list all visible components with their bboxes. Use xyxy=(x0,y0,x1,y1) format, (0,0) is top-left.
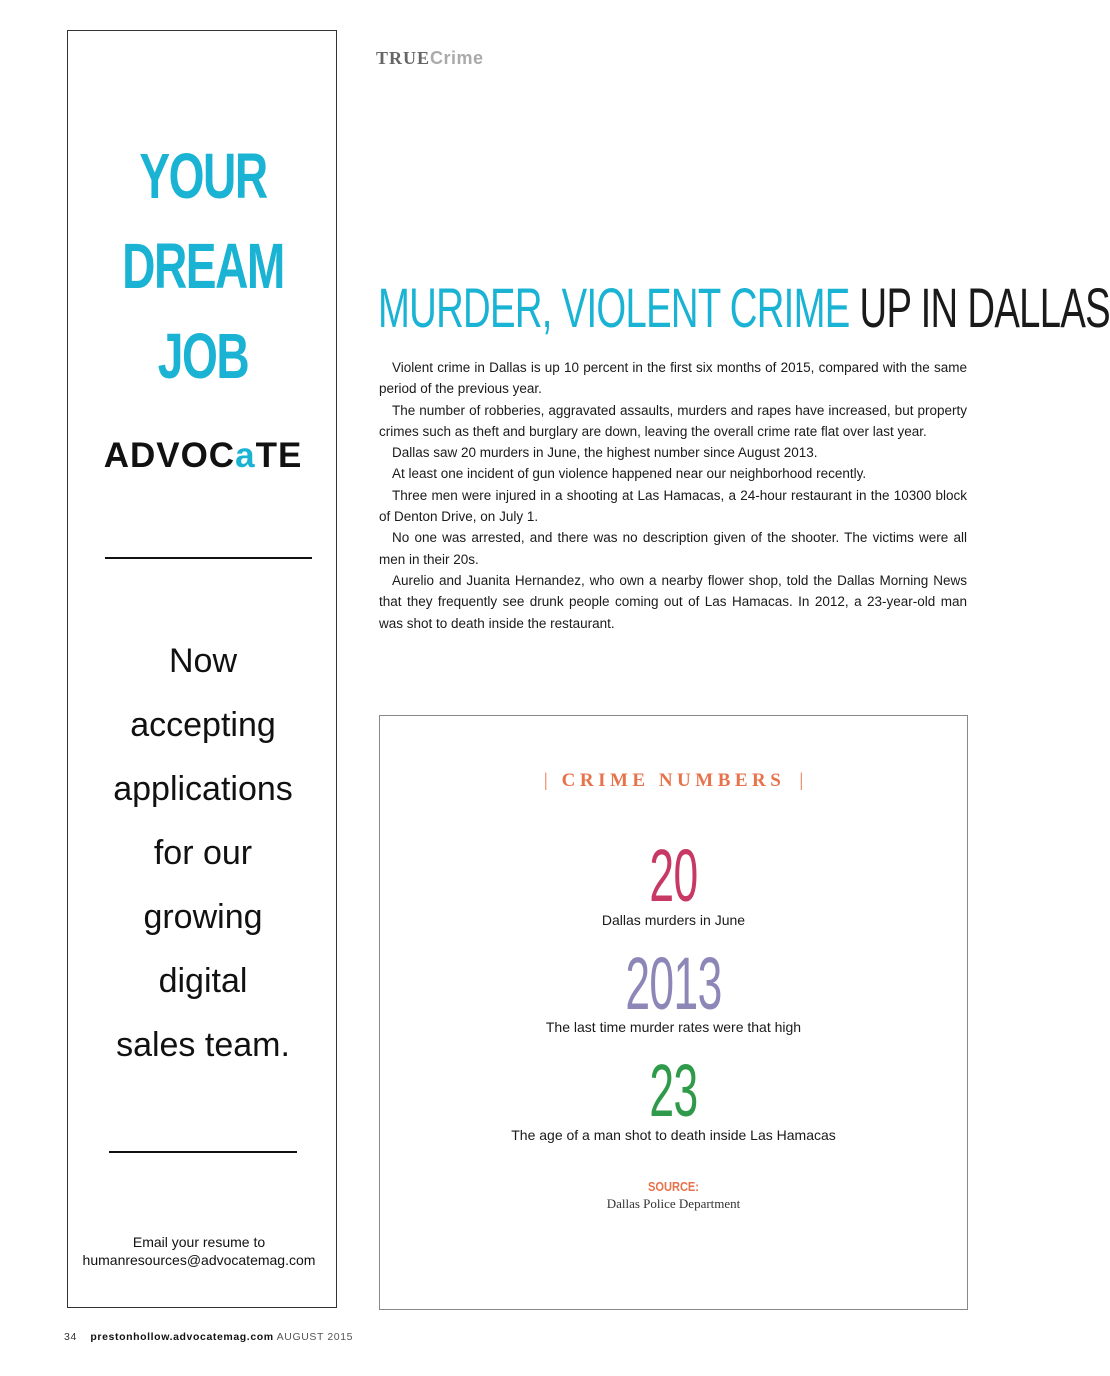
article-paragraph: Three men were injured in a shooting at Las Hamacas, a 24-hour restaurant in the 10300 block of Denton Drive, on July 1. xyxy=(379,487,967,525)
crime-numbers-box xyxy=(379,715,968,1310)
section-label-crime: Crime xyxy=(430,48,484,68)
source-value: Dallas Police Department xyxy=(606,1196,741,1211)
ad-body-line: sales team. xyxy=(116,1026,290,1064)
page-number: 34 xyxy=(64,1331,77,1343)
article-body xyxy=(379,357,967,634)
ad-email-block xyxy=(68,1233,330,1269)
ad-divider-top xyxy=(105,557,312,559)
ad-body-line: digital xyxy=(158,962,248,1000)
ad-body-line: Now xyxy=(168,642,238,680)
headline-rest: UP IN DALLAS xyxy=(859,276,1110,339)
crime-numbers-title xyxy=(380,770,967,792)
ad-body xyxy=(68,629,338,1077)
ad-headline-line: DREAM xyxy=(122,230,284,302)
ad-email-address[interactable]: humanresources@advocatemag.com xyxy=(82,1252,316,1268)
ad-body-line: for our xyxy=(153,834,253,872)
section-label xyxy=(376,48,484,69)
title-bar-left: | xyxy=(543,770,548,791)
stat-value: 20 xyxy=(649,834,698,917)
stat-caption: Dallas murders in June xyxy=(601,912,746,928)
section-label-true: TRUE xyxy=(376,48,431,68)
logo-suffix: TE xyxy=(255,436,303,475)
article-paragraph: Violent crime in Dallas is up 10 percent in the first six months of 2015, compared with the same period of the previous year. xyxy=(379,360,967,397)
ad-body-line: accepting xyxy=(130,706,276,744)
ad-headline-line: YOUR xyxy=(139,140,267,212)
ad-headline-line: JOB xyxy=(157,320,249,392)
footer-date: AUGUST 2015 xyxy=(276,1331,354,1343)
stat-caption: The age of a man shot to death inside Las Hamacas xyxy=(511,1127,836,1143)
title-bar-right: | xyxy=(799,770,804,791)
advocate-logo xyxy=(68,436,338,476)
ad-headline xyxy=(106,131,300,401)
logo-prefix: ADVOC xyxy=(103,436,236,475)
footer-url[interactable]: prestonhollow.advocatemag.com xyxy=(90,1331,274,1343)
job-ad xyxy=(67,30,337,1308)
article-paragraph: No one was arrested, and there was no description given of the shooter. The victims were all men in their 20s. xyxy=(379,530,967,567)
page-footer xyxy=(64,1331,353,1343)
ad-divider-bottom xyxy=(109,1151,297,1153)
ad-body-line: growing xyxy=(143,898,263,936)
stat-value: 23 xyxy=(649,1049,698,1132)
stat-caption: The last time murder rates were that high xyxy=(545,1019,802,1035)
ad-email-label: Email your resume to xyxy=(132,1234,266,1250)
article-paragraph: Aurelio and Juanita Hernandez, who own a nearby flower shop, told the Dallas Morning News that they frequently see drunk people coming out of Las Hamacas. In 2012, a 23-year-old man was shot to death inside the restaurant. xyxy=(379,572,967,631)
crime-numbers-title-text: CRIME NUMBERS xyxy=(561,770,786,791)
ad-body-line: applications xyxy=(113,770,293,808)
article-paragraph: The number of robberies, aggravated assaults, murders and rapes have increased, but property crimes such as theft and burglary are down, leaving the overall crime rate flat over last year. xyxy=(379,402,967,439)
logo-a-mark: a xyxy=(235,436,256,475)
article-paragraph: Dallas saw 20 murders in June, the highest number since August 2013. xyxy=(392,445,818,461)
article-paragraph: At least one incident of gun violence happened near our neighborhood recently. xyxy=(392,466,867,482)
headline-highlight: MURDER, VIOLENT CRIME xyxy=(378,276,850,339)
stat-value: 2013 xyxy=(625,942,722,1025)
article-headline xyxy=(378,276,1110,339)
source-label: SOURCE: xyxy=(648,1179,699,1194)
